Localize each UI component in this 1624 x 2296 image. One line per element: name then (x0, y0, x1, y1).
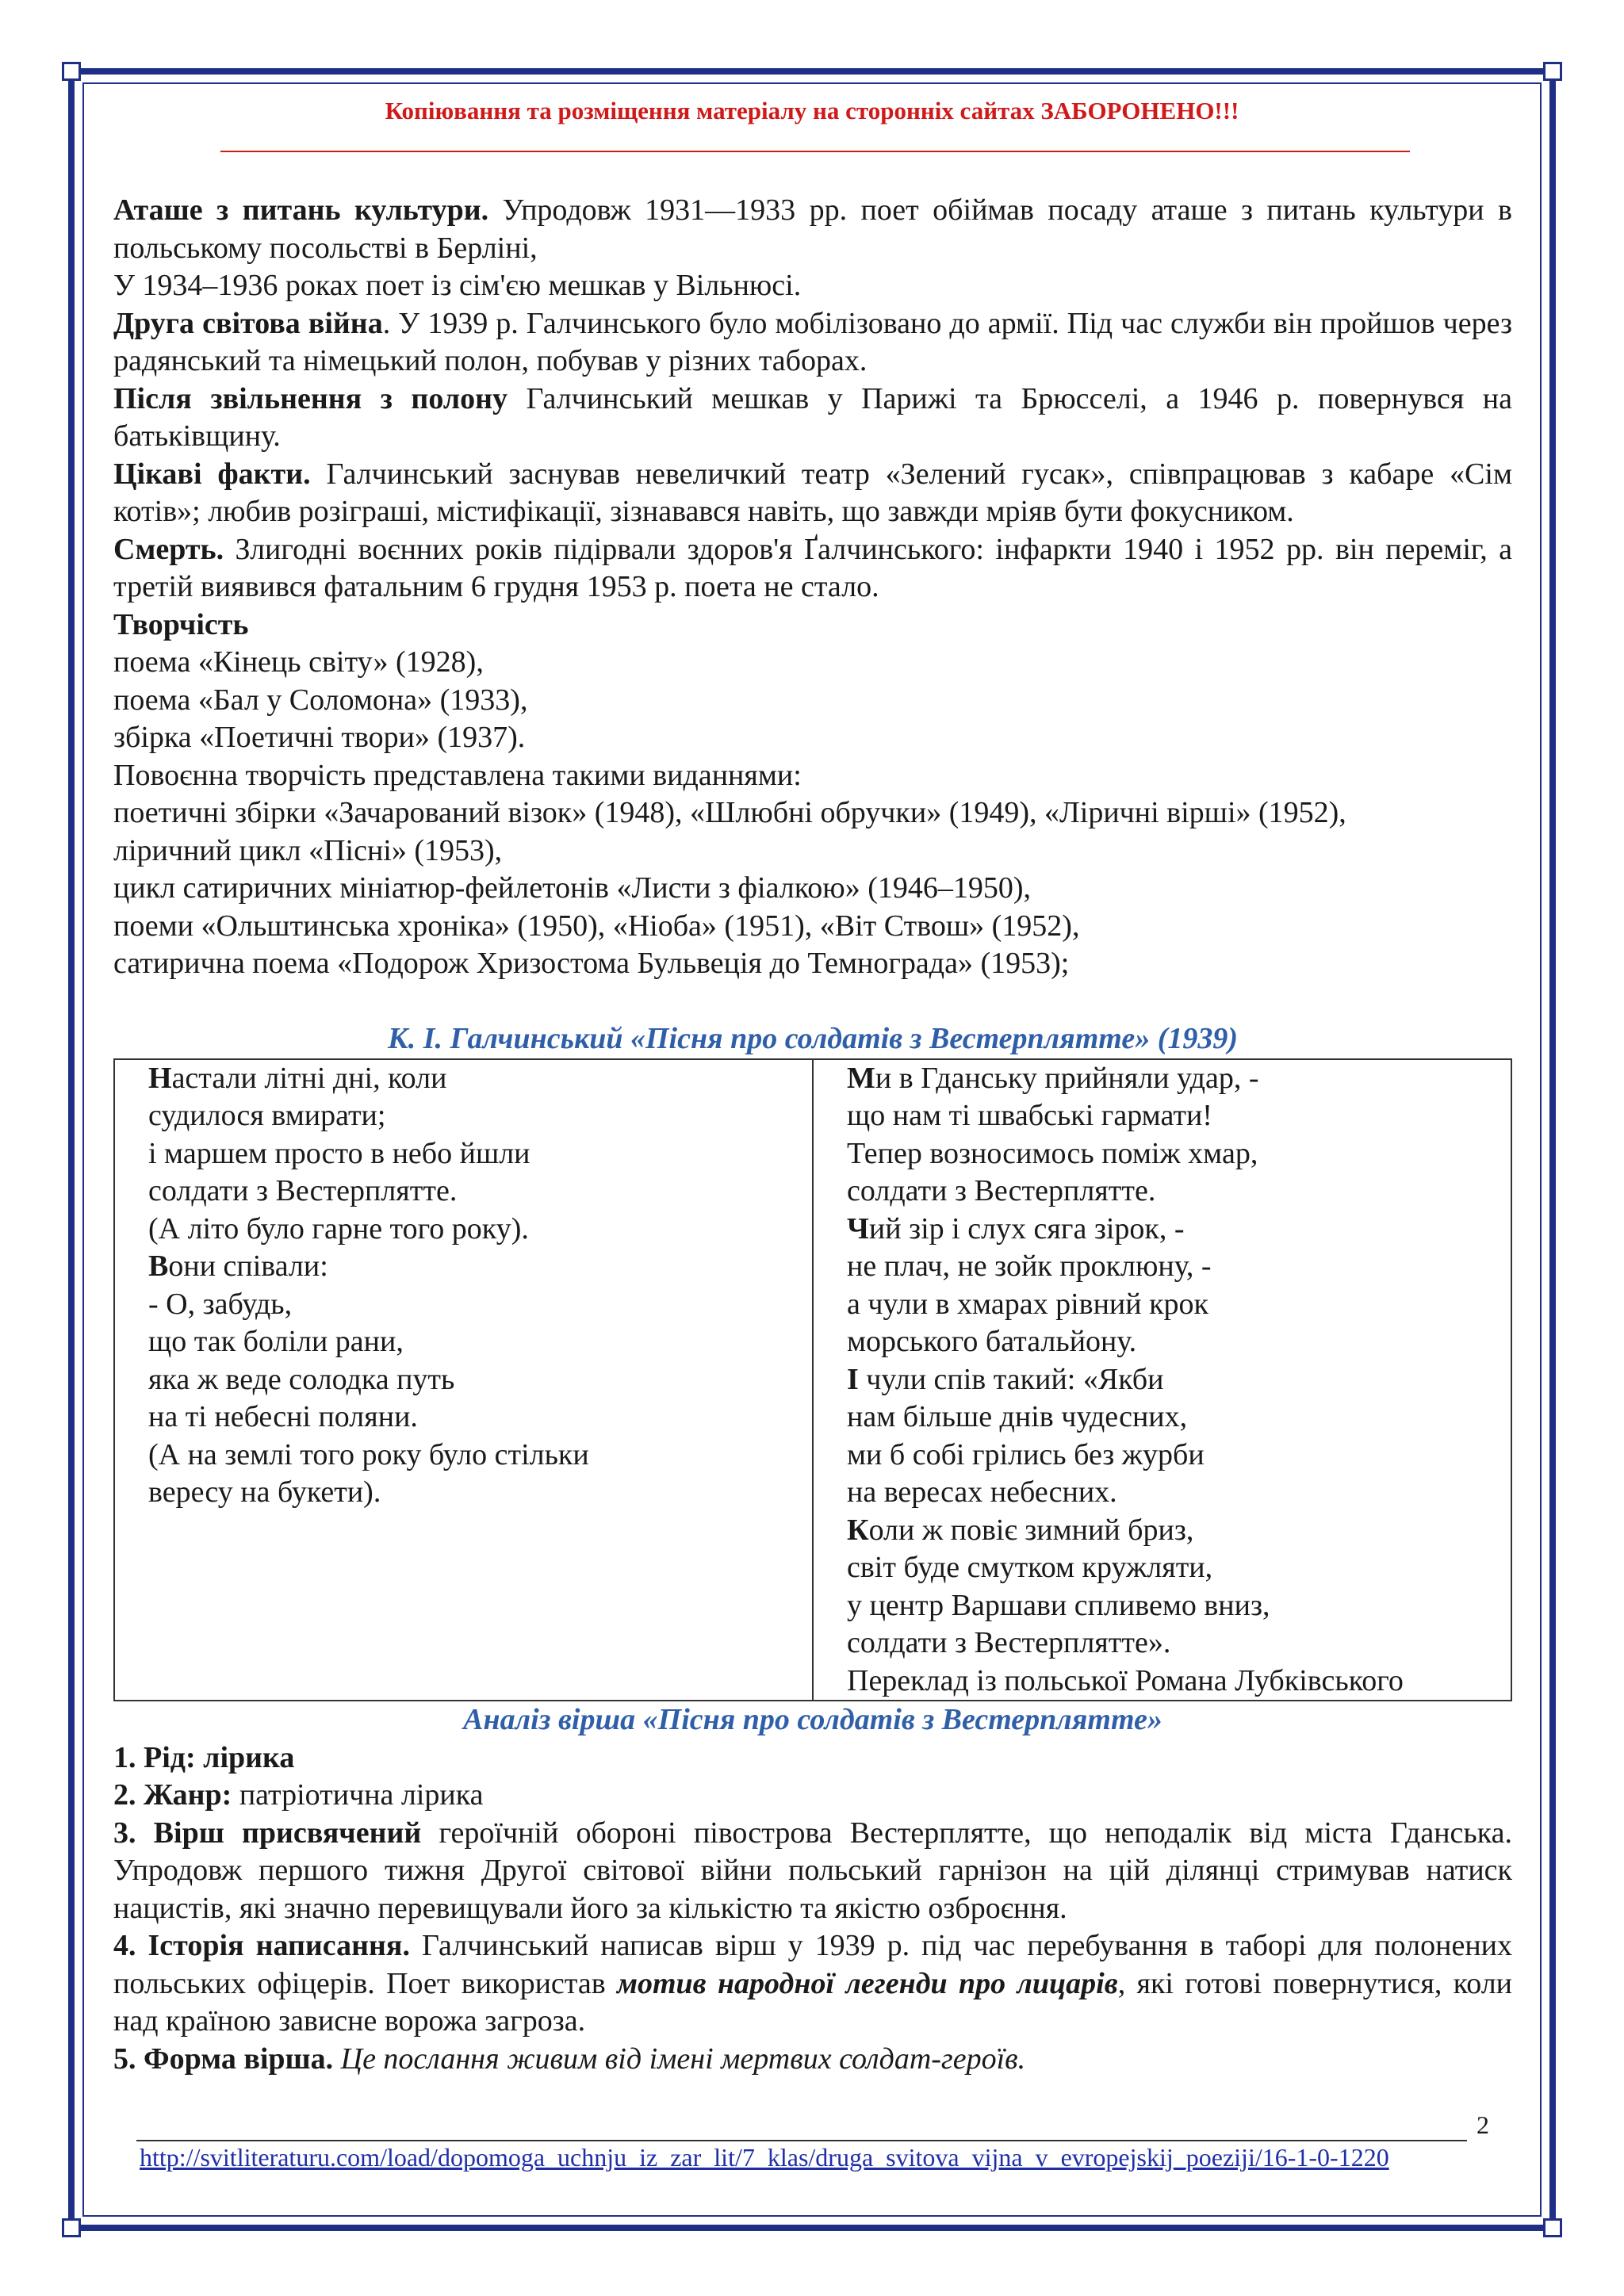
works-line: цикл сатиричних мініатюр-фейлетонів «Листи з фіалкою» (1946–1950), (113, 871, 1031, 905)
poem-line (847, 1323, 1503, 1361)
poem-line-text: що так боліли рани, (148, 1325, 404, 1358)
stanza-initial: М (847, 1061, 875, 1095)
warning-underline (220, 151, 1410, 152)
poem-line (847, 1399, 1503, 1437)
bio-paragraph-death (113, 531, 1512, 607)
poem-line-text: солдати з Вестерплятте». (847, 1626, 1171, 1659)
stanza-initial: К (847, 1513, 869, 1547)
analysis-item-history (113, 1927, 1512, 2041)
poem-line-text: ми б собі грілись без журби (847, 1437, 1205, 1471)
bio-label: Після звільнення з полону (113, 381, 508, 415)
works-heading (113, 607, 1512, 645)
works-line: Повоєнна творчість представлена такими виданнями: (113, 758, 802, 792)
poem-line (148, 1060, 780, 1098)
poem-table (113, 1058, 1512, 1702)
analysis-label: 3. Вірш присвячений (113, 1816, 422, 1850)
stanza-initial: І (847, 1362, 859, 1396)
page-body (113, 192, 1512, 2078)
analysis-item-genre (113, 1777, 1512, 1815)
poem-column-left (114, 1059, 813, 1701)
works-line: поеми «Ольштинська хроніка» (1950), «Ніоба» (1951), «Віт Ствош» (1952), (113, 909, 1080, 943)
analysis-text: , які готові повернутися, коли над країною зависне ворожа загроза. (113, 1966, 1512, 2038)
bio-paragraph-release (113, 381, 1512, 456)
copy-warning: Копіювання та розміщення матеріалу на сторонніх сайтах ЗАБОРОНЕНО!!! (385, 97, 1239, 124)
analysis-text: героїчній обороні півострова Вестерплятте, що неподалік від міста Гданська. Упродовж першого тижня Другої світової війни польський гарнізон на цій ділянці стримував натиск нацистів, які значно перевищували його за кількістю та якістю озброєння. (113, 1816, 1512, 1925)
poem-line (148, 1286, 780, 1324)
bio-label: Друга світова війна (113, 306, 383, 340)
poem-line (847, 1361, 1503, 1399)
bio-text: Галчинський заснував невеличкий театр «Зелений гусак», співпрацював з кабаре «Сім котів»; любив розіграші, містифікації, зізнавався навіть, що завжди мріяв бути фокусником. (113, 457, 1512, 528)
works-line: поема «Кінець світу» (1928), (113, 645, 484, 679)
stanza-initial: Ч (847, 1211, 869, 1246)
poem-line-text: що нам ті швабські гармати! (847, 1099, 1212, 1132)
poem-line (148, 1248, 780, 1286)
poem-line-text: чули спів такий: «Якби (858, 1362, 1164, 1396)
corner-ornament (1543, 62, 1562, 81)
poem-line (148, 1399, 780, 1437)
stanza-initial: В (148, 1249, 169, 1283)
poem-line (148, 1135, 780, 1173)
poem-line (148, 1323, 780, 1361)
poem-line-text: солдати з Вестерплятте. (148, 1174, 458, 1207)
poem-line-text: на ті небесні поляни. (148, 1400, 418, 1433)
poem-line (847, 1248, 1503, 1286)
poem-line (148, 1361, 780, 1399)
poem-line (847, 1211, 1503, 1249)
poem-line-text: (А літо було гарне того року). (148, 1211, 529, 1246)
analysis-label: 4. Історія написання. (113, 1929, 410, 1962)
analysis-label: 1. Рід: лірика (113, 1740, 295, 1774)
analysis-item-form (113, 2041, 1512, 2079)
poem-line-text: солдати з Вестерплятте. (847, 1174, 1156, 1207)
poem-line (847, 1135, 1503, 1173)
poem-line (847, 1097, 1503, 1135)
bio-text: Галчинський мешкав у Парижі та Брюсселі, а 1946 р. повернувся на батьківщину. (113, 381, 1513, 453)
poem-line-text: судилося вмирати; (148, 1099, 386, 1132)
poem-line (148, 1437, 780, 1475)
analysis-text: патріотична лірика (232, 1778, 484, 1812)
works-line: ліричний цикл «Пісні» (1953), (113, 833, 503, 867)
poem-line-text: нам більше днів чудесних, (847, 1400, 1188, 1433)
poem-line (847, 1474, 1503, 1512)
stanza-initial: Н (148, 1061, 172, 1095)
poem-line-text: морського батальйону. (847, 1325, 1137, 1358)
analysis-emphasis: Це послання живим від імені мертвих солдат-героїв. (333, 2042, 1026, 2076)
poem-title: К. І. Галчинський «Пісня про солдатів з Вестерплятте» (1939) (387, 1022, 1239, 1055)
source-link[interactable]: http://svitliteraturu.com/load/dopomoga_uchnju_iz_zar_lit/7_klas/druga_svitova_vijna_v_evropejskij_poeziji/16-1-0-1220 (140, 2143, 1389, 2172)
corner-ornament (62, 62, 81, 81)
poem-line-text: у центр Варшави спливемо вниз, (847, 1588, 1270, 1622)
works-heading-text: Творчість (113, 607, 249, 641)
poem-line (148, 1211, 780, 1249)
poem-line-text: оли ж повіє зимний бриз, (868, 1513, 1194, 1547)
works-list (113, 644, 1512, 983)
bio-paragraph-facts (113, 456, 1512, 531)
poem-line (148, 1474, 780, 1512)
poem-line (847, 1549, 1503, 1587)
poem-line (847, 1437, 1503, 1475)
page-number: 2 (1477, 2110, 1489, 2139)
poem-line (847, 1512, 1503, 1550)
analysis-text: Галчинський написав вірш у 1939 р. під час перебування в таборі для полонених польських офіцерів. Поет використав (113, 1929, 1512, 2000)
poem-line-text: они співали: (168, 1249, 328, 1283)
poem-line-text: яка ж веде солодка путь (148, 1362, 455, 1396)
poem-line (847, 1663, 1503, 1701)
bio-label: Цікаві факти. (113, 457, 311, 491)
poem-line-text: і маршем просто в небо йшли (148, 1136, 530, 1170)
bio-paragraph-vilnius: У 1934–1936 роках поет із сім'єю мешкав у Вільнюсі. (113, 269, 802, 302)
corner-ornament (1543, 2218, 1562, 2237)
poem-line (847, 1624, 1503, 1663)
works-line: поема «Бал у Соломона» (1933), (113, 683, 528, 717)
analysis-emphasis: мотив народної легенди про лицарів (616, 1966, 1118, 2000)
bio-text: . У 1939 р. Галчинського було мобілізовано до армії. Під час служби він пройшов через радянський та німецький полон, побував у різних таборах. (113, 306, 1512, 377)
analysis-label: 2. Жанр: (113, 1778, 232, 1812)
bio-text: Упродовж 1931—1933 рр. поет обіймав посаду аташе з питань культури в польському посольстві в Берліні, (113, 193, 1512, 265)
bio-label: Аташе з питань культури. (113, 193, 489, 227)
bio-text: Злигодні воєнних років підірвали здоров'я Ґалчинського: інфаркти 1940 і 1952 рр. він переміг, а третій виявився фатальним 6 грудня 1953 р. поета не стало. (113, 532, 1512, 603)
works-line: збірка «Поетичні твори» (1937). (113, 721, 526, 754)
poem-line-text: и в Гданську прийняли удар, - (875, 1061, 1259, 1095)
corner-ornament (62, 2218, 81, 2237)
poem-column-right (813, 1059, 1511, 1701)
poem-line-text: світ буде смутком кружляти, (847, 1551, 1213, 1584)
bio-paragraph-war (113, 305, 1512, 381)
analysis-item-kind (113, 1739, 1512, 1777)
poem-line (148, 1173, 780, 1211)
works-line: поетичні збірки «Зачарований візок» (1948), «Шлюбні обручки» (1949), «Ліричні вірші» (1952), (113, 796, 1346, 829)
poem-line-text: Тепер возносимось поміж хмар, (847, 1136, 1258, 1170)
poem-line-text: (А на землі того року було стільки (148, 1437, 589, 1471)
poem-line (847, 1587, 1503, 1625)
poem-line (148, 1097, 780, 1135)
poem-line-text: на вересах небесних. (847, 1475, 1117, 1509)
footer-divider (136, 2140, 1467, 2141)
spacer (113, 983, 1512, 1021)
poem-line-text: а чули в хмарах рівний крок (847, 1287, 1208, 1321)
poem-line-text: - О, забудь, (148, 1287, 293, 1321)
analysis-label: 5. Форма вірша. (113, 2042, 334, 2076)
analysis-item-dedication (113, 1815, 1512, 1928)
bio-label: Смерть. (113, 532, 224, 566)
poem-line-text: ий зір і слух сяга зірок, - (868, 1211, 1185, 1246)
poem-line-text: не плач, не зойк проклюну, - (847, 1249, 1212, 1283)
poem-line-text: астали літні дні, коли (171, 1061, 447, 1095)
poem-line-text: вересу на букети). (148, 1475, 381, 1509)
works-line: сатирична поема «Подорож Хризостома Бульвеція до Темнограда» (1953); (113, 947, 1070, 980)
poem-line (847, 1286, 1503, 1324)
poem-line (847, 1173, 1503, 1211)
poem-line-text: Переклад із польської Романа Лубківського (847, 1663, 1404, 1697)
poem-line (847, 1060, 1503, 1098)
bio-paragraph-attache (113, 192, 1512, 267)
analysis-title: Аналіз вірша «Пісня про солдатів з Вестерплятте» (463, 1703, 1162, 1736)
